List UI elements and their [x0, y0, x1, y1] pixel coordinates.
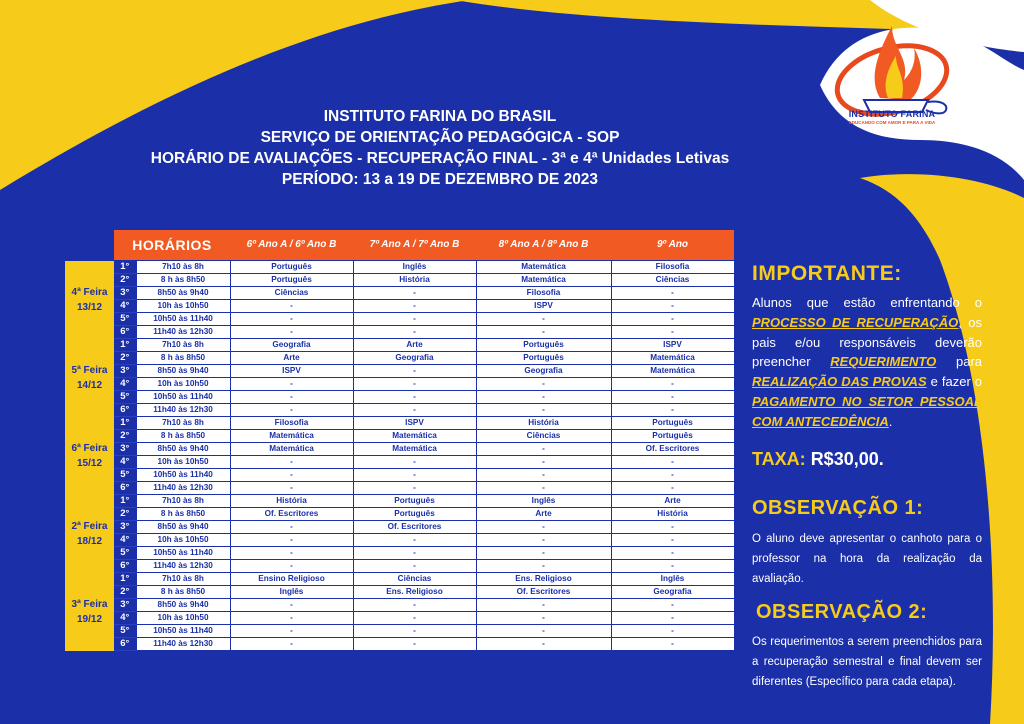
time-slot: 10h50 às 11h40	[136, 547, 230, 560]
obs2-text: Os requerimentos a serem preenchidos para a recuperação semestral e final devem ser diferentes (Específico para cada etapa).	[752, 636, 982, 688]
importante-text-part: para	[936, 354, 982, 370]
time-slot: 7h10 às 8h	[136, 495, 230, 508]
highlight-pagamento: PAGAMENTO NO SETOR PESSOAL COM ANTECEDÊNCIA	[752, 393, 982, 429]
subject-cell: -	[353, 638, 476, 651]
importante-text-part: e fazer o	[926, 374, 983, 390]
subject-cell: -	[611, 391, 734, 404]
period-number: 1°	[114, 339, 136, 352]
subject-cell: -	[353, 456, 476, 469]
subject-cell: -	[353, 391, 476, 404]
obs2-title: OBSERVAÇÃO 2:	[756, 601, 928, 623]
subject-cell: Português	[230, 261, 353, 274]
schedule-table	[65, 230, 735, 651]
subject-cell: -	[611, 612, 734, 625]
table-row	[65, 378, 734, 391]
subject-cell: -	[611, 287, 734, 300]
subject-cell: Inglês	[353, 261, 476, 274]
subject-cell: -	[230, 547, 353, 560]
table-row	[65, 456, 734, 469]
taxa	[752, 449, 982, 470]
importante-text-part: Alunos que estão enfrentando o	[752, 295, 982, 310]
page-header	[100, 106, 780, 190]
taxa-value: R$30,00.	[810, 449, 884, 469]
subject-cell: -	[476, 625, 611, 638]
subject-cell: Português	[353, 495, 476, 508]
logo-slogan: EDUCANDO COM AMOR E PARA A VIDA	[848, 120, 936, 125]
time-slot: 8h50 às 9h40	[136, 365, 230, 378]
obs1-text: O aluno deve apresentar o canhoto para o professor na hora da realização da avaliação.	[752, 533, 982, 585]
highlight-realizacao: REALIZAÇÃO DAS PROVAS	[752, 374, 927, 390]
time-slot: 8h50 às 9h40	[136, 443, 230, 456]
subject-cell: -	[353, 560, 476, 573]
subject-cell: Geografia	[230, 339, 353, 352]
period-number: 5°	[114, 547, 136, 560]
period-number: 5°	[114, 625, 136, 638]
subject-cell: Of. Escritores	[353, 521, 476, 534]
day-cell	[65, 417, 114, 495]
table-row	[65, 638, 734, 651]
subject-cell: -	[611, 638, 734, 651]
subject-cell: -	[476, 599, 611, 612]
subject-cell: Português	[230, 274, 353, 287]
time-slot: 7h10 às 8h	[136, 417, 230, 430]
subject-cell: -	[476, 638, 611, 651]
header-horarios: HORÁRIOS	[114, 230, 230, 261]
period-number: 2°	[114, 274, 136, 287]
subject-cell: Arte	[230, 352, 353, 365]
time-slot: 8 h às 8h50	[136, 274, 230, 287]
subject-cell: História	[353, 274, 476, 287]
subject-cell: -	[230, 378, 353, 391]
table-row	[65, 430, 734, 443]
subject-cell: -	[611, 456, 734, 469]
table-row	[65, 534, 734, 547]
subject-cell: -	[611, 625, 734, 638]
subject-cell: -	[611, 482, 734, 495]
subject-cell: ISPV	[353, 417, 476, 430]
subject-cell: -	[476, 391, 611, 404]
day-cell	[65, 573, 114, 651]
subject-cell: Português	[353, 508, 476, 521]
time-slot: 8h50 às 9h40	[136, 521, 230, 534]
table-row	[65, 625, 734, 638]
subject-cell: -	[230, 521, 353, 534]
day-name: 2ª Feira	[71, 520, 108, 532]
period-number: 6°	[114, 638, 136, 651]
subject-cell: -	[230, 482, 353, 495]
importante-text	[752, 293, 982, 432]
day-cell	[65, 261, 114, 339]
subject-cell: Ens. Religioso	[476, 573, 611, 586]
subject-cell: Inglês	[476, 495, 611, 508]
header-schedule: HORÁRIO DE AVALIAÇÕES - RECUPERAÇÃO FINAL - 3ª e 4ª Unidades Letivas	[150, 150, 730, 167]
subject-cell: História	[476, 417, 611, 430]
subject-cell: Português	[476, 352, 611, 365]
table-row	[65, 521, 734, 534]
subject-cell: -	[230, 560, 353, 573]
table-row	[65, 326, 734, 339]
table-row	[65, 417, 734, 430]
subject-cell: Português	[611, 430, 734, 443]
time-slot: 11h40 às 12h30	[136, 326, 230, 339]
subject-cell: Of. Escritores	[611, 443, 734, 456]
time-slot: 11h40 às 12h30	[136, 404, 230, 417]
period-number: 6°	[114, 560, 136, 573]
period-number: 4°	[114, 612, 136, 625]
time-slot: 8 h às 8h50	[136, 586, 230, 599]
subject-cell: -	[611, 547, 734, 560]
header-7ano: 7º Ano A / 7º Ano B	[353, 230, 476, 261]
table-row	[65, 365, 734, 378]
header-9ano: 9º Ano	[611, 230, 734, 261]
subject-cell: -	[476, 404, 611, 417]
period-number: 2°	[114, 352, 136, 365]
subject-cell: História	[611, 508, 734, 521]
subject-cell: -	[353, 287, 476, 300]
logo-name: INSTITUTO FARINA	[848, 109, 936, 119]
header-6ano: 6º Ano A / 6º Ano B	[230, 230, 353, 261]
period-number: 1°	[114, 417, 136, 430]
importante-text-part: .	[888, 413, 893, 429]
table-row	[65, 443, 734, 456]
importante-text-part: , os pais e/ou responsáveis deverão preencher	[752, 314, 982, 370]
subject-cell: -	[476, 313, 611, 326]
table-row	[65, 287, 734, 300]
period-number: 4°	[114, 300, 136, 313]
day-name: 4ª Feira	[71, 286, 108, 298]
table-row	[65, 274, 734, 287]
period-number: 3°	[114, 599, 136, 612]
subject-cell: Matemática	[353, 443, 476, 456]
taxa-label: TAXA:	[752, 449, 806, 469]
subject-cell: ISPV	[611, 339, 734, 352]
subject-cell: Arte	[611, 495, 734, 508]
subject-cell: -	[230, 599, 353, 612]
day-cell	[65, 339, 114, 417]
time-slot: 8h50 às 9h40	[136, 287, 230, 300]
period-number: 2°	[114, 508, 136, 521]
table-row	[65, 313, 734, 326]
header-8ano: 8º Ano A / 8º Ano B	[476, 230, 611, 261]
highlight-recuperacao: PROCESSO DE RECUPERAÇÃO	[752, 314, 959, 330]
subject-cell: -	[230, 469, 353, 482]
table-row	[65, 612, 734, 625]
day-cell	[65, 495, 114, 573]
subject-cell: ISPV	[230, 365, 353, 378]
time-slot: 10h às 10h50	[136, 456, 230, 469]
period-number: 6°	[114, 482, 136, 495]
time-slot: 7h10 às 8h	[136, 339, 230, 352]
subject-cell: -	[353, 378, 476, 391]
logo-text	[822, 109, 962, 125]
period-number: 4°	[114, 378, 136, 391]
day-name: 5ª Feira	[71, 364, 108, 376]
subject-cell: -	[611, 404, 734, 417]
subject-cell: -	[476, 326, 611, 339]
table-row	[65, 482, 734, 495]
subject-cell: -	[611, 300, 734, 313]
period-number: 1°	[114, 261, 136, 274]
subject-cell: Inglês	[230, 586, 353, 599]
time-slot: 8 h às 8h50	[136, 508, 230, 521]
subject-cell: -	[353, 547, 476, 560]
header-blank	[65, 230, 114, 261]
period-number: 3°	[114, 365, 136, 378]
subject-cell: -	[476, 378, 611, 391]
time-slot: 10h50 às 11h40	[136, 313, 230, 326]
subject-cell: Filosofia	[611, 261, 734, 274]
time-slot: 8 h às 8h50	[136, 430, 230, 443]
period-number: 3°	[114, 443, 136, 456]
subject-cell: Matemática	[611, 352, 734, 365]
subject-cell: -	[353, 404, 476, 417]
period-number: 2°	[114, 430, 136, 443]
table-header-row	[65, 230, 734, 261]
subject-cell: Arte	[476, 508, 611, 521]
table-row	[65, 599, 734, 612]
subject-cell: -	[230, 300, 353, 313]
subject-cell: -	[230, 612, 353, 625]
table-row	[65, 586, 734, 599]
subject-cell: História	[230, 495, 353, 508]
table-row	[65, 560, 734, 573]
subject-cell: Of. Escritores	[230, 508, 353, 521]
subject-cell: Matemática	[476, 274, 611, 287]
subject-cell: Ciências	[611, 274, 734, 287]
subject-cell: -	[230, 326, 353, 339]
subject-cell: -	[476, 456, 611, 469]
time-slot: 7h10 às 8h	[136, 573, 230, 586]
subject-cell: -	[476, 612, 611, 625]
subject-cell: Português	[476, 339, 611, 352]
time-slot: 10h às 10h50	[136, 300, 230, 313]
subject-cell: Ciências	[353, 573, 476, 586]
period-number: 6°	[114, 404, 136, 417]
period-number: 5°	[114, 313, 136, 326]
subject-cell: -	[611, 521, 734, 534]
time-slot: 8h50 às 9h40	[136, 599, 230, 612]
subject-cell: Matemática	[611, 365, 734, 378]
header-institution: INSTITUTO FARINA DO BRASIL	[323, 108, 557, 125]
subject-cell: -	[476, 560, 611, 573]
subject-cell: -	[230, 404, 353, 417]
subject-cell: -	[353, 625, 476, 638]
subject-cell: Filosofia	[476, 287, 611, 300]
subject-cell: Ens. Religioso	[353, 586, 476, 599]
table-row	[65, 469, 734, 482]
subject-cell: -	[611, 534, 734, 547]
subject-cell: -	[611, 313, 734, 326]
highlight-requerimento: REQUERIMENTO	[830, 354, 937, 370]
subject-cell: Ciências	[476, 430, 611, 443]
subject-cell: -	[353, 612, 476, 625]
subject-cell: -	[230, 313, 353, 326]
day-name: 6ª Feira	[71, 442, 108, 454]
subject-cell: Geografia	[611, 586, 734, 599]
time-slot: 8 h às 8h50	[136, 352, 230, 365]
period-number: 4°	[114, 534, 136, 547]
time-slot: 11h40 às 12h30	[136, 482, 230, 495]
subject-cell: ISPV	[476, 300, 611, 313]
table-row	[65, 495, 734, 508]
day-date: 13/12	[76, 301, 103, 313]
time-slot: 10h às 10h50	[136, 534, 230, 547]
subject-cell: -	[476, 534, 611, 547]
time-slot: 11h40 às 12h30	[136, 560, 230, 573]
header-period: PERÍODO: 13 a 19 DE DEZEMBRO DE 2023	[281, 171, 599, 188]
subject-cell: -	[353, 300, 476, 313]
table-row	[65, 339, 734, 352]
subject-cell: -	[230, 391, 353, 404]
table-row	[65, 300, 734, 313]
table-row	[65, 391, 734, 404]
subject-cell: -	[230, 638, 353, 651]
subject-cell: -	[476, 443, 611, 456]
subject-cell: Ciências	[230, 287, 353, 300]
subject-cell: Filosofia	[230, 417, 353, 430]
table-row	[65, 547, 734, 560]
time-slot: 10h às 10h50	[136, 612, 230, 625]
subject-cell: Arte	[353, 339, 476, 352]
table-row	[65, 261, 734, 274]
header-service: SERVIÇO DE ORIENTAÇÃO PEDAGÓGICA - SOP	[260, 129, 620, 146]
subject-cell: -	[611, 469, 734, 482]
time-slot: 11h40 às 12h30	[136, 638, 230, 651]
period-number: 1°	[114, 495, 136, 508]
subject-cell: -	[611, 326, 734, 339]
subject-cell: Ensino Religioso	[230, 573, 353, 586]
subject-cell: Inglês	[611, 573, 734, 586]
schedule-body	[65, 261, 734, 651]
period-number: 4°	[114, 456, 136, 469]
time-slot: 10h50 às 11h40	[136, 625, 230, 638]
period-number: 1°	[114, 573, 136, 586]
subject-cell: Matemática	[230, 443, 353, 456]
subject-cell: -	[230, 625, 353, 638]
obs1-title: OBSERVAÇÃO 1:	[752, 497, 924, 519]
subject-cell: -	[476, 482, 611, 495]
subject-cell: Of. Escritores	[476, 586, 611, 599]
importante-title: IMPORTANTE:	[752, 262, 902, 285]
table-row	[65, 573, 734, 586]
day-date: 14/12	[76, 379, 103, 391]
subject-cell: -	[353, 534, 476, 547]
day-date: 18/12	[76, 535, 103, 547]
period-number: 2°	[114, 586, 136, 599]
period-number: 5°	[114, 469, 136, 482]
subject-cell: Matemática	[476, 261, 611, 274]
subject-cell: -	[476, 547, 611, 560]
subject-cell: -	[353, 326, 476, 339]
day-date: 19/12	[76, 613, 103, 625]
subject-cell: Português	[611, 417, 734, 430]
time-slot: 10h às 10h50	[136, 378, 230, 391]
subject-cell: -	[611, 560, 734, 573]
subject-cell: -	[230, 534, 353, 547]
subject-cell: -	[353, 469, 476, 482]
subject-cell: Geografia	[353, 352, 476, 365]
period-number: 3°	[114, 521, 136, 534]
subject-cell: -	[476, 469, 611, 482]
table-row	[65, 508, 734, 521]
subject-cell: Matemática	[353, 430, 476, 443]
period-number: 5°	[114, 391, 136, 404]
time-slot: 10h50 às 11h40	[136, 469, 230, 482]
subject-cell: -	[353, 365, 476, 378]
subject-cell: -	[230, 456, 353, 469]
day-date: 15/12	[76, 457, 103, 469]
subject-cell: -	[611, 378, 734, 391]
subject-cell: Matemática	[230, 430, 353, 443]
period-number: 6°	[114, 326, 136, 339]
day-name: 3ª Feira	[71, 598, 108, 610]
subject-cell: Geografia	[476, 365, 611, 378]
time-slot: 10h50 às 11h40	[136, 391, 230, 404]
subject-cell: -	[353, 599, 476, 612]
subject-cell: -	[353, 482, 476, 495]
time-slot: 7h10 às 8h	[136, 261, 230, 274]
table-row	[65, 352, 734, 365]
subject-cell: -	[611, 599, 734, 612]
subject-cell: -	[476, 521, 611, 534]
table-row	[65, 404, 734, 417]
period-number: 3°	[114, 287, 136, 300]
subject-cell: -	[353, 313, 476, 326]
